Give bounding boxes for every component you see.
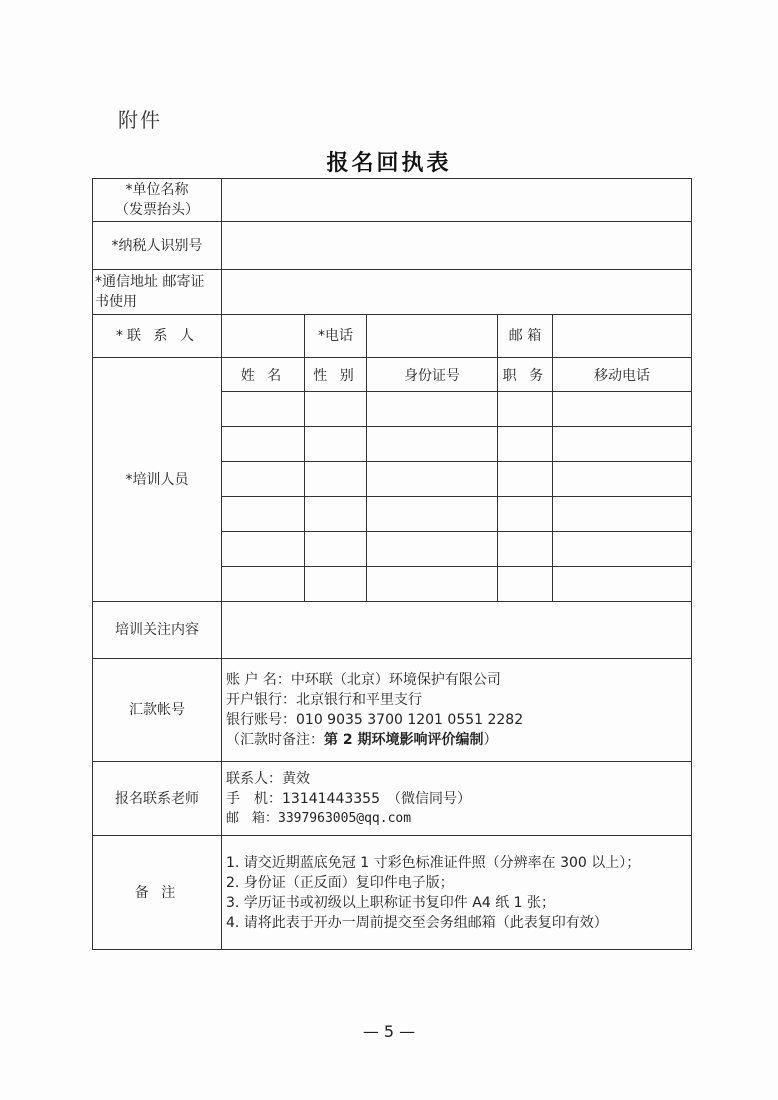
trainee-gender-cell[interactable] bbox=[305, 497, 367, 532]
trainee-mobile-cell[interactable] bbox=[553, 497, 692, 532]
col-header-id-number: 身份证号 bbox=[367, 358, 498, 392]
reg-teacher-info bbox=[222, 762, 692, 836]
email-field[interactable] bbox=[553, 315, 692, 358]
trainee-gender-cell[interactable] bbox=[305, 532, 367, 567]
note-item: 4. 请将此表于开办一周前提交至会务组邮箱（此表复印有效） bbox=[226, 914, 608, 931]
trainee-position-cell[interactable] bbox=[498, 462, 553, 497]
trainee-id-cell[interactable] bbox=[367, 532, 498, 567]
col-header-mobile: 移动电话 bbox=[553, 358, 692, 392]
address-field[interactable] bbox=[222, 270, 692, 315]
trainee-id-cell[interactable] bbox=[367, 427, 498, 462]
phone-field[interactable] bbox=[367, 315, 498, 358]
row-contact bbox=[93, 315, 692, 358]
registration-form-table bbox=[92, 178, 692, 950]
remittance-info bbox=[222, 659, 692, 762]
unit-name-field[interactable] bbox=[222, 179, 692, 222]
trainee-gender-cell[interactable] bbox=[305, 427, 367, 462]
col-header-position: 职 务 bbox=[498, 358, 553, 392]
row-reg-teacher bbox=[93, 762, 692, 836]
account-name: 账 户 名：中环联（北京）环境保护有限公司 bbox=[226, 672, 501, 688]
trainee-name-cell[interactable] bbox=[222, 532, 305, 567]
email-label: 邮 箱 bbox=[498, 315, 553, 358]
remittance-note: （汇款时备注：第 2 期环境影响评价编制） bbox=[226, 732, 498, 748]
trainee-name-cell[interactable] bbox=[222, 392, 305, 427]
note-item: 2. 身份证（正反面）复印件电子版； bbox=[226, 874, 454, 891]
trainee-gender-cell[interactable] bbox=[305, 462, 367, 497]
teacher-name: 联系人：黄效 bbox=[226, 770, 310, 787]
trainee-position-cell[interactable] bbox=[498, 567, 553, 602]
trainee-name-cell[interactable] bbox=[222, 427, 305, 462]
notes-list bbox=[222, 836, 692, 950]
trainee-id-cell[interactable] bbox=[367, 567, 498, 602]
trainee-position-cell[interactable] bbox=[498, 427, 553, 462]
col-header-name: 姓 名 bbox=[222, 358, 305, 392]
training-focus-field[interactable] bbox=[222, 602, 692, 659]
trainee-id-cell[interactable] bbox=[367, 392, 498, 427]
notes-label: 备 注 bbox=[93, 836, 222, 950]
trainee-name-cell[interactable] bbox=[222, 567, 305, 602]
reg-teacher-label: 报名联系老师 bbox=[93, 762, 222, 836]
trainee-mobile-cell[interactable] bbox=[553, 567, 692, 602]
remittance-label: 汇款帐号 bbox=[93, 659, 222, 762]
form-title: 报名回执表 bbox=[326, 151, 452, 176]
teacher-mobile: 手 机：13141443355 （微信同号） bbox=[226, 790, 471, 807]
contact-label: *联 系 人 bbox=[93, 315, 222, 358]
page-number: — 5 — bbox=[362, 1022, 416, 1041]
teacher-email: 邮 箱：3397963005@qq.com bbox=[226, 810, 412, 826]
trainee-id-cell[interactable] bbox=[367, 462, 498, 497]
account-number: 银行账号：010 9035 3700 1201 0551 2282 bbox=[226, 712, 524, 728]
trainee-mobile-cell[interactable] bbox=[553, 392, 692, 427]
trainees-label: *培训人员 bbox=[93, 358, 222, 602]
row-address bbox=[93, 270, 692, 315]
note-item: 3. 学历证书或初级以上职称证书复印件 A4 纸 1 张； bbox=[226, 894, 555, 911]
trainee-name-cell[interactable] bbox=[222, 462, 305, 497]
phone-label: *电话 bbox=[305, 315, 367, 358]
address-label: *通信地址 邮寄证 书使用 bbox=[93, 270, 222, 315]
trainee-position-cell[interactable] bbox=[498, 497, 553, 532]
trainee-mobile-cell[interactable] bbox=[553, 532, 692, 567]
row-remittance bbox=[93, 659, 692, 762]
trainee-position-cell[interactable] bbox=[498, 392, 553, 427]
training-focus-label: 培训关注内容 bbox=[93, 602, 222, 659]
col-header-gender: 性 别 bbox=[305, 358, 367, 392]
trainee-mobile-cell[interactable] bbox=[553, 427, 692, 462]
taxpayer-id-field[interactable] bbox=[222, 222, 692, 270]
note-item: 1. 请交近期蓝底免冠 1 寸彩色标准证件照（分辨率在 300 以上）； bbox=[226, 854, 641, 871]
trainee-gender-cell[interactable] bbox=[305, 392, 367, 427]
remittance-note-course: 第 2 期环境影响评价编制 bbox=[324, 732, 484, 748]
row-taxpayer-id bbox=[93, 222, 692, 270]
trainee-name-cell[interactable] bbox=[222, 497, 305, 532]
trainee-position-cell[interactable] bbox=[498, 532, 553, 567]
bank-name: 开户银行：北京银行和平里支行 bbox=[226, 692, 422, 708]
trainee-gender-cell[interactable] bbox=[305, 567, 367, 602]
attachment-label: 附件 bbox=[118, 108, 162, 132]
row-training-focus bbox=[93, 602, 692, 659]
trainee-mobile-cell[interactable] bbox=[553, 462, 692, 497]
row-trainee-header bbox=[93, 358, 692, 392]
row-unit-name bbox=[93, 179, 692, 222]
trainee-id-cell[interactable] bbox=[367, 497, 498, 532]
row-notes bbox=[93, 836, 692, 950]
unit-name-label: *单位名称 （发票抬头） bbox=[93, 179, 222, 222]
taxpayer-id-label: *纳税人识别号 bbox=[93, 222, 222, 270]
contact-field[interactable] bbox=[222, 315, 305, 358]
